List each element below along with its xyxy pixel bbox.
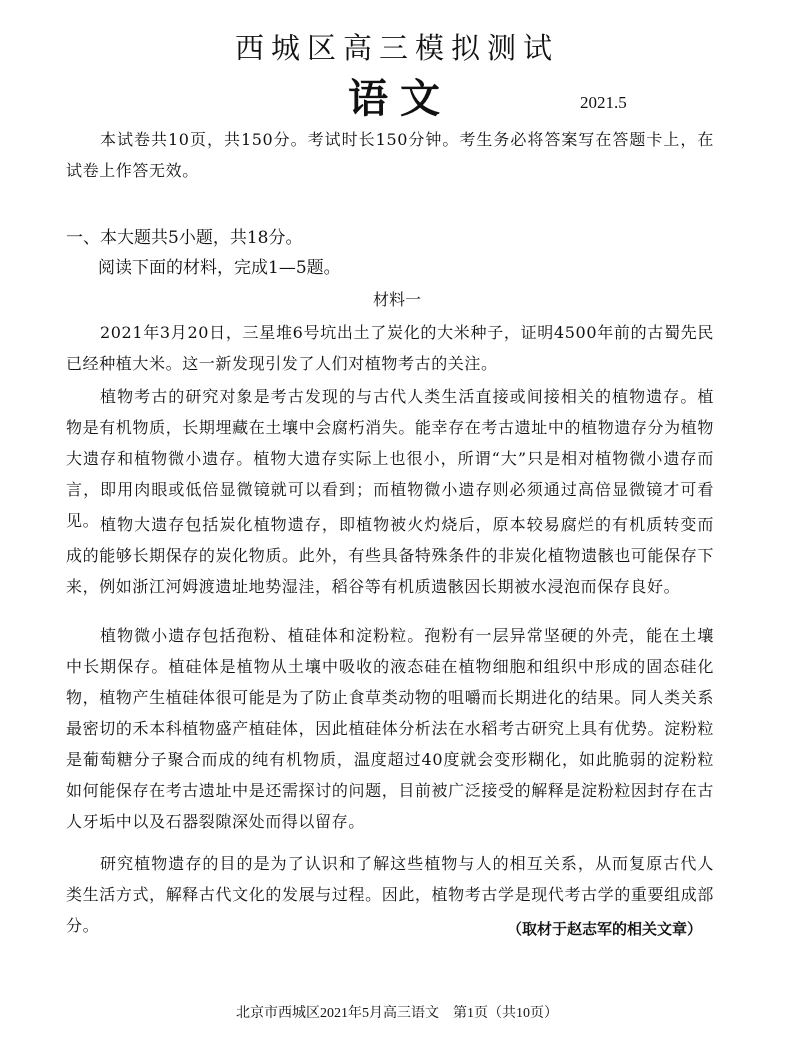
material-title: 材料一 (372, 290, 421, 309)
exam-date: 2021.5 (580, 93, 627, 112)
source-citation: （取材于赵志军的相关文章） (506, 920, 702, 938)
material-paragraph-1: 2021年3月20日，三星堆6号坑出土了炭化的大米种子，证明4500年前的古蜀先民已经种植大米。这一新发现引发了人们对植物考古的关注。 (66, 323, 714, 373)
page-footer: 北京市西城区2021年5月高三语文 第1页（共10页） (236, 1006, 558, 1021)
material-paragraph-5: 研究植物遗存的目的是为了认识和了解这些植物与人的相互关系，从而复原古代人类生活方式，解释古代文化的发展与过程。因此，植物考古学是现代考古学的重要组成部分。 (66, 854, 714, 935)
subject-title: 语文 (348, 75, 452, 122)
section-heading: 一、本大题共5小题，共18分。 (66, 228, 303, 248)
exam-title: 西城区高三模拟测试 (234, 31, 559, 65)
material-paragraph-2: 植物考古的研究对象是考古发现的与古代人类生活直接或间接相关的植物遗存。植物是有机物质，长期埋藏在土壤中会腐朽消失。能幸存在考古遗址中的植物遗存分为植物大遗存和植物微小遗存。植物大遗存实际上也很小，所谓“大”只是相对植物微小遗存而言，即用肉眼或低倍显微镜就可以看到；而植物微小遗存则必须通过高倍显微镜才可看见。 (66, 387, 714, 530)
material-paragraph-4: 植物微小遗存包括孢粉、植硅体和淀粉粒。孢粉有一层异常坚硬的外壳，能在土壤中长期保存。植硅体是植物从土壤中吸收的液态硅在植物细胞和组织中形成的固态硅化物，植物产生植硅体很可能是为了防止食草类动物的咀嚼而长期进化的结果。同人类关系最密切的禾本科植物盛产植硅体，因此植硅体分析法在水稻考古研究上具有优势。淀粉粒是葡萄糖分子聚合而成的纯有机物质，温度超过40度就会变形糊化，如此脆弱的淀粉粒如何能保存在考古遗址中是还需探讨的问题，目前被广泛接受的解释是淀粉粒因封存在古人牙垢中以及石器裂隙深处而得以留存。 (66, 626, 714, 831)
reading-instruction: 阅读下面的材料，完成1—5题。 (98, 258, 341, 278)
material-paragraph-3: 植物大遗存包括炭化植物遗存，即植物被火灼烧后，原本较易腐烂的有机质转变而成的能够长期保存的炭化物质。此外，有些具备特殊条件的非炭化植物遗骸也可能保存下来，例如浙江河姆渡遗址地势湿洼，稻谷等有机质遗骸因长期被水浸泡而保存良好。 (66, 515, 714, 596)
exam-instructions: 本试卷共10页，共150分。考试时长150分钟。考生务必将答案写在答题卡上，在试卷上作答无效。 (66, 130, 714, 180)
